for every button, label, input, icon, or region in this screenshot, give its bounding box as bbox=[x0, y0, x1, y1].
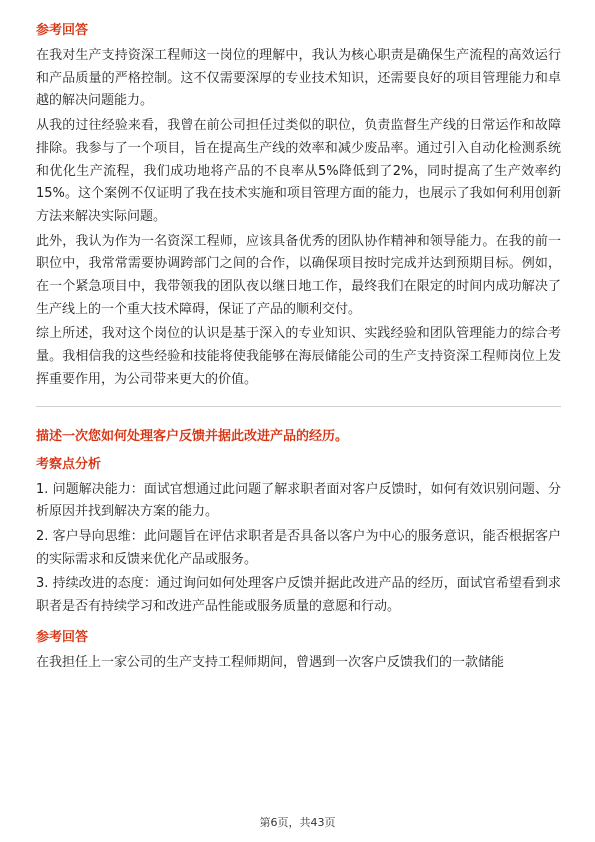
page-content bbox=[36, 22, 561, 676]
analysis-item: 1. 问题解决能力：面试官想通过此问题了解求职者面对客户反馈时，如何有效识别问题、分析原因并找到解决方案的能力。 bbox=[36, 481, 561, 520]
analysis-heading: 考察点分析 bbox=[36, 456, 102, 472]
analysis-item: 3. 持续改进的态度：通过询问如何处理客户反馈并据此改进产品的经历，面试官希望看到求职者是否有持续学习和改进产品性能或服务质量的意愿和行动。 bbox=[36, 576, 561, 615]
reference-answer-heading-2: 参考回答 bbox=[36, 629, 89, 645]
interview-question: 描述一次您如何处理客户反馈并据此改进产品的经历。 bbox=[36, 428, 349, 444]
answer-paragraph: 此外，我认为作为一名资深工程师，应该具备优秀的团队协作精神和领导能力。在我的前一职位中，我常常需要协调跨部门之间的合作，以确保项目按时完成并达到预期目标。例如，在一个紧急项目中，我带领我的团队夜以继日地工作，最终我们在限定的时间内成功解决了生产线上的一个重大技术障碍，保证了产品的顺利交付。 bbox=[36, 233, 561, 317]
answer-paragraph: 综上所述，我对这个岗位的认识是基于深入的专业知识、实践经验和团队管理能力的综合考量。我相信我的这些经验和技能将使我能够在海辰储能公司的生产支持资深工程师岗位上发挥重要作用，为公司带来更大的价值。 bbox=[36, 326, 561, 387]
analysis-item: 2. 客户导向思维：此问题旨在评估求职者是否具备以客户为中心的服务意识，能否根据客户的实际需求和反馈来优化产品或服务。 bbox=[36, 528, 561, 567]
answer-paragraph: 在我对生产支持资深工程师这一岗位的理解中，我认为核心职责是确保生产流程的高效运行和产品质量的严格控制。这不仅需要深厚的专业技术知识，还需要良好的项目管理能力和卓越的解决问题能力。 bbox=[36, 48, 561, 109]
answer-paragraph-2: 在我担任上一家公司的生产支持工程师期间，曾遇到一次客户反馈我们的一款储能 bbox=[36, 654, 505, 670]
section-divider bbox=[36, 406, 561, 407]
reference-answer-heading: 参考回答 bbox=[36, 23, 89, 38]
page-number: 第6页，共43页 bbox=[259, 816, 336, 829]
answer-paragraph: 从我的过往经验来看，我曾在前公司担任过类似的职位，负责监督生产线的日常运作和故障排除。我参与了一个项目，旨在提高生产线的效率和减少废品率。通过引入自动化检测系统和优化生产流程，我们成功地将产品的不良率从5%降低到了2%，同时提高了生产效率约15%。这个案例不仅证明了我在技术实施和项目管理方面的能力，也展示了我如何利用创新方法来解决实际问题。 bbox=[36, 118, 561, 224]
